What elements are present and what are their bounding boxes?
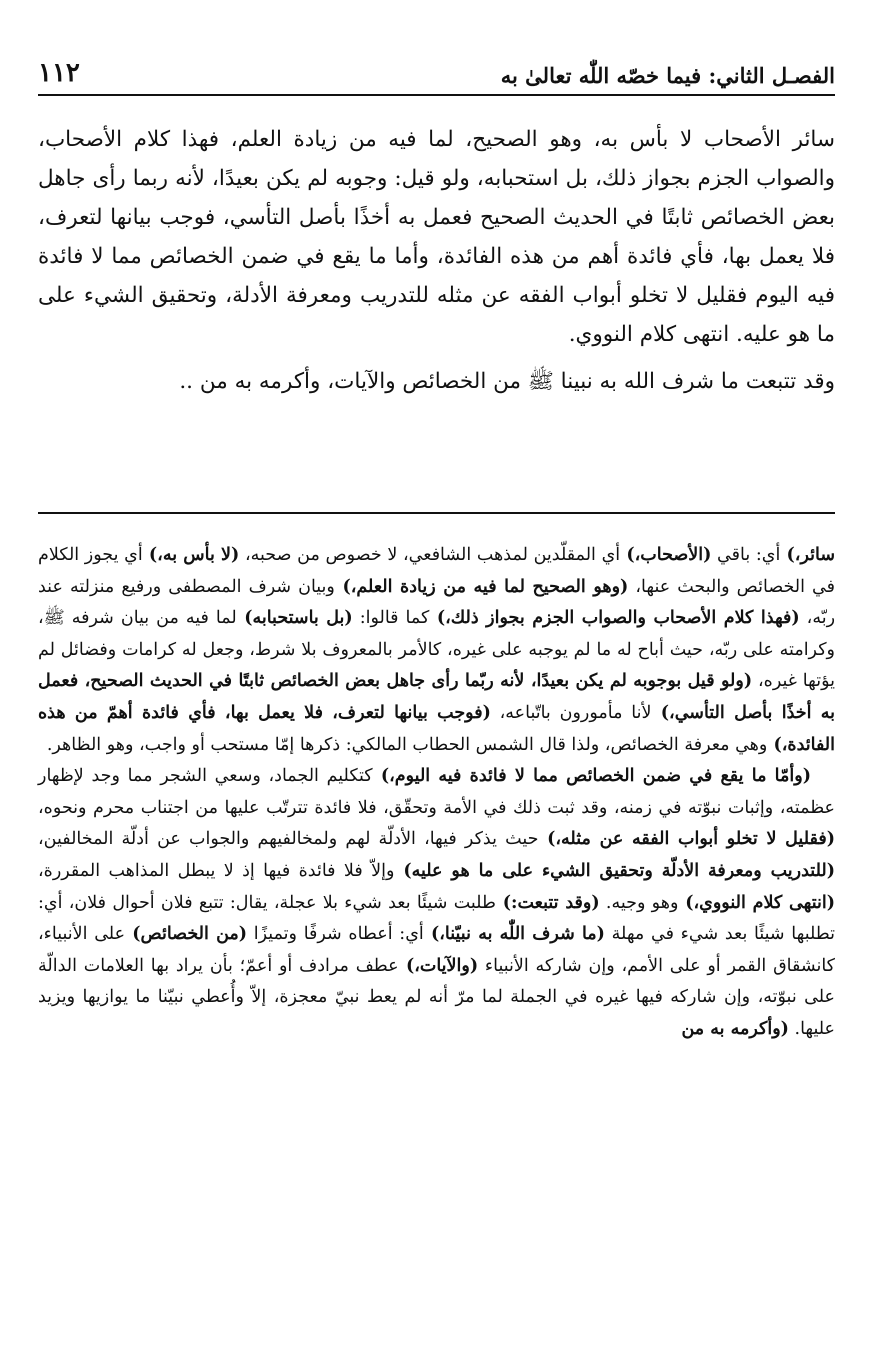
running-title: الفصـل الثاني: فيما خصّه اللّٰه تعالىٰ به — [500, 63, 835, 88]
commentary — [38, 540, 835, 1046]
commentary-text: كما قالوا: — [352, 608, 430, 629]
commentary-text: أي: أعطاه شرفًا وتميزًا — [247, 924, 424, 945]
quoted-base-text: (وقد تتبعت:) — [495, 892, 600, 913]
commentary-text: كتكليم الجماد، وسعي الشجر مما وجد لإظهار عظمته، وإثبات نبوّته في زمنه، وقد ثبت ذلك في الأمة وتحقّق، فلا فائدة تترتّب عليها من اجتناب محرم ونحوه، — [38, 766, 835, 818]
commentary-text: أي المقلّدين لمذهب الشافعي، لا خصوص من صحبه، — [239, 545, 621, 565]
page-header — [38, 44, 835, 96]
quoted-base-text: (وأكرمه به من — [681, 1018, 789, 1039]
commentary-text: أي يجوز الكلام في الخصائص والبحث عنها، — [38, 545, 835, 597]
commentary-text: عطف مرادف أو أعمّ؛ بأن يراد بها العلامات الدالّة على نبوّته، وإن شاركه فيها غيره في الجملة لما مرّ أنه لم يعط نبيّ معجزة، إلاّ وأُعطي نبيّنا ما يوازيها ويزيد عليها. — [38, 955, 835, 1039]
quoted-base-text: (وأمّا ما يقع في ضمن الخصائص مما لا فائدة فيه اليوم،) — [372, 766, 811, 787]
commentary-text: طلبت شيئًا بعد شيء بلا عجلة، يقال: تتبع فلان أحوال فلان، أي: تطلبها شيئًا بعد شيء في مهلة — [38, 892, 835, 945]
commentary-text: لما فيه من بيان شرفه ﷺ، وكرامته على ربّه، حيث أباح له ما لم يوجبه على غيره، كالأمر بالمعروف بلا شرط، وجعل له كرامات وفضائل لم يؤتها غيره، — [38, 608, 835, 692]
quoted-base-text: (بل باستحبابه) — [236, 608, 353, 629]
quoted-base-text: (للتدريب ومعرفة الأدلّة وتحقيق الشيء على ما هو عليه) — [394, 860, 835, 881]
footnote-divider-short — [670, 512, 835, 514]
commentary-text: وإلاّ فلا فائدة فيها إذ لا يبطل المذاهب المقررة، — [38, 860, 395, 881]
quoted-base-text: (فقليل لا تخلو أبواب الفقه عن مثله،) — [538, 829, 835, 850]
quoted-base-text: (وهو الصحيح لما فيه من زيادة العلم،) — [334, 576, 629, 597]
commentary-text: وبيان شرف المصطفى ورفيع منزلته عند ربّه، — [38, 576, 836, 629]
main-text — [38, 120, 835, 401]
quoted-base-text: (لا بأس به،) — [142, 545, 240, 565]
commentary-paragraph-2 — [38, 761, 835, 1045]
commentary-text: وهي معرفة الخصائص، ولذا قال الشمس الحطاب المالكي: ذكرها إمّا مستحب أو واجب، وهو الظاهر. — [46, 734, 768, 755]
quoted-base-text: (فهذا كلام الأصحاب والصواب الجزم بجواز ذلك،) — [429, 608, 800, 629]
main-paragraph: سائر الأصحاب لا بأس به، وهو الصحيح، لما فيه من زيادة العلم، فهذا كلام الأصحاب، والصواب الجزم بجواز ذلك، بل استحبابه، ولو قيل: وجوبه لم يكن بعيدًا، لأنه ربما رأى جاهل بعض الخصائص ثابتًا في الحديث الصحيح فعمل به أخذًا بأصل التأسي، فوجب بيانها لتعرف، فلا يعمل بها، فأي فائدة أهم من هذه الفائدة، وأما ما يقع في ضمن الخصائص مما لا فائدة فيه اليوم فقليل لا تخلو أبواب الفقه عن مثله للتدريب ومعرفة الأدلة، وتحقيق الشيء على ما هو عليه. انتهى كلام النووي. — [38, 127, 835, 347]
quoted-base-text: (الأصحاب،) — [620, 545, 712, 565]
quoted-base-text: (انتهى كلام النووي،) — [678, 892, 836, 913]
quoted-base-text: (من الخصائص) — [125, 924, 248, 945]
commentary-paragraph-1 — [38, 540, 835, 761]
quoted-base-text: سائر،) — [780, 545, 835, 565]
commentary-text: أي: باقي — [711, 545, 781, 565]
commentary-text: لأنا مأمورون باتّباعه، — [490, 702, 652, 723]
commentary-text: على الأنبياء، كانشقاق القمر أو على الأمم، وإن شاركه الأنبياء — [38, 924, 835, 976]
quoted-base-text: (فوجب بيانها لتعرف، فلا يعمل بها، فأي فائدة أهمّ من هذه الفائدة،) — [38, 702, 835, 755]
footnote-divider-long — [38, 512, 678, 514]
quoted-base-text: (ولو قيل بوجوبه لم يكن بعيدًا، لأنه ربّما رأى جاهل بعض الخصائص ثابتًا في الحديث الصحيح، فعمل به أخذًا بأصل التأسي،) — [38, 671, 836, 723]
page-number: ١١٢ — [38, 58, 80, 88]
commentary-text: وهو وجيه. — [599, 892, 679, 913]
main-lead-line: وقد تتبعت ما شرف الله به نبينا ﷺ من الخصائص والآيات، وأكرمه به من .. — [179, 369, 835, 394]
commentary-text: حيث يذكر فيها، الأدلّة لهم ولمخالفيهم والجواب عن أدلّة المخالفين، — [38, 829, 539, 850]
quoted-base-text: (والآيات،) — [398, 955, 479, 976]
quoted-base-text: (ما شرف اللّٰه به نبيّنا،) — [423, 924, 605, 945]
